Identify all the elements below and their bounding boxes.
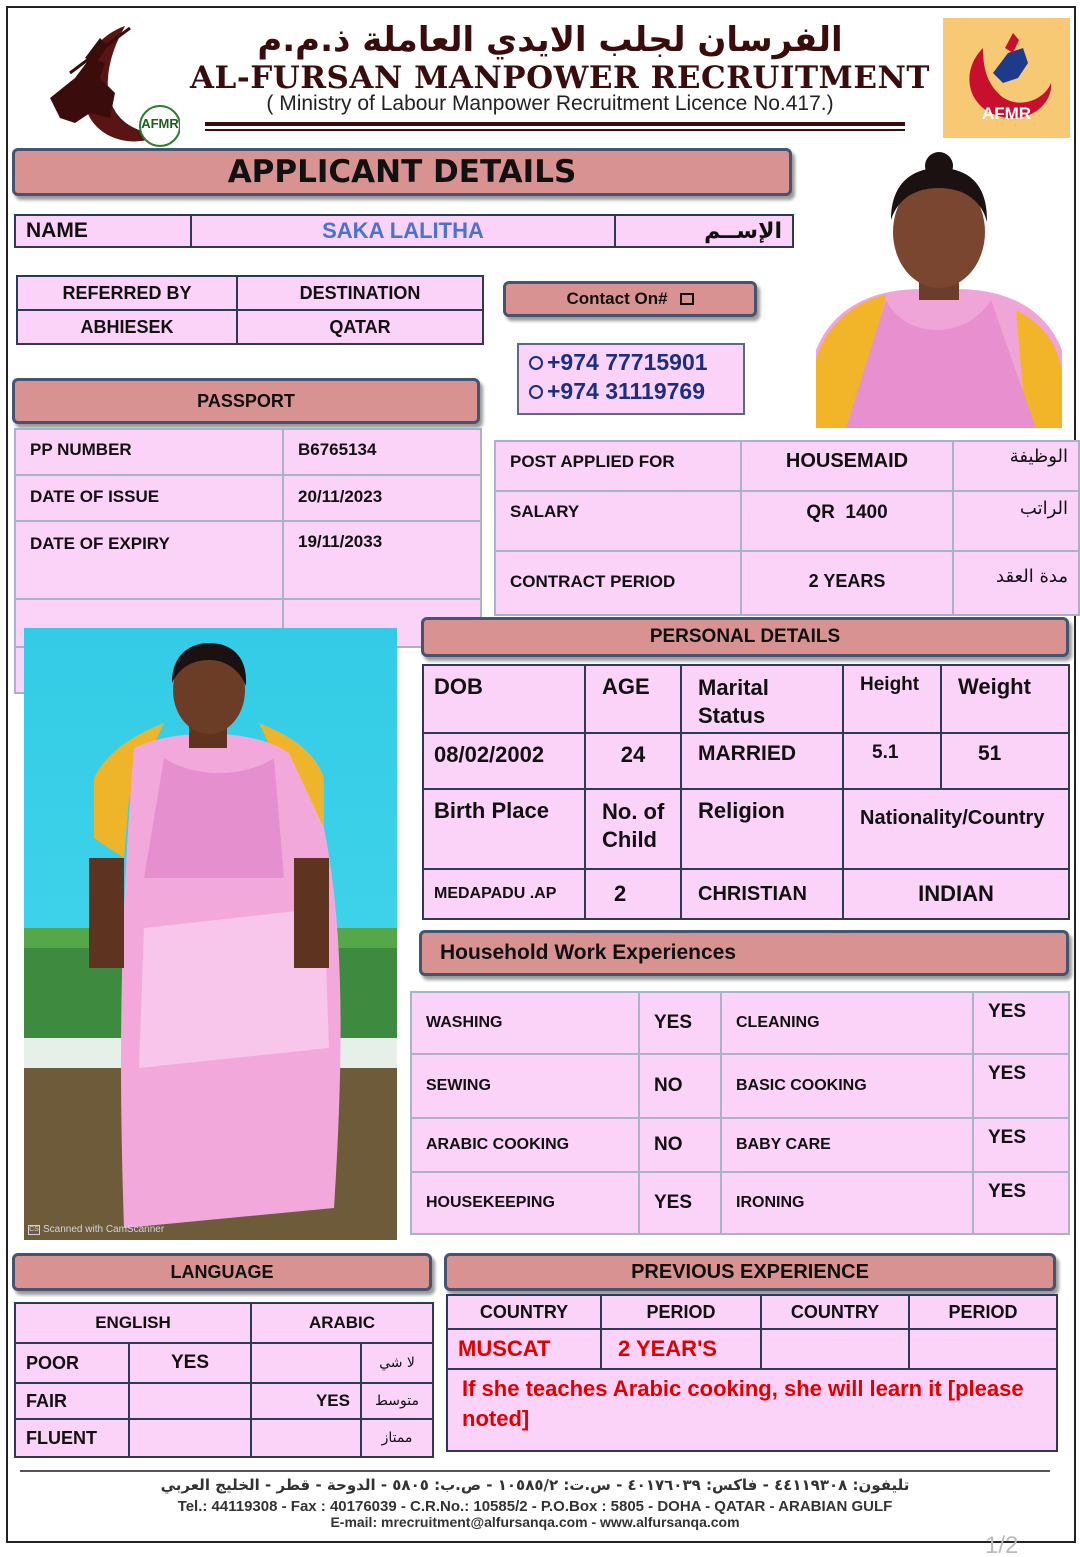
name-arabic-label: الإســم bbox=[615, 215, 793, 247]
marital-status-header: Marital Status bbox=[681, 665, 843, 733]
company-english-name: AL-FURSAN MANPOWER RECRUITMENT bbox=[190, 60, 930, 96]
company-arabic-name: الفرسان لجلب الايدي العاملة ذ.م.م bbox=[257, 20, 843, 60]
personal-details-header bbox=[421, 617, 1069, 657]
salary-label: SALARY bbox=[494, 490, 742, 552]
skill-answer: YES bbox=[972, 1171, 1070, 1235]
personal-details-table bbox=[422, 664, 1070, 790]
name-label: NAME bbox=[15, 215, 191, 247]
contract-period-value: 2 YEARS bbox=[740, 550, 954, 616]
language-table bbox=[14, 1302, 434, 1458]
skill-label: HOUSEKEEPING bbox=[410, 1171, 640, 1235]
skill-answer: YES bbox=[638, 1171, 722, 1235]
page-number: 1/2 bbox=[985, 1532, 1019, 1557]
contact-label: Contact On# bbox=[566, 289, 668, 308]
skill-answer: YES bbox=[972, 1117, 1070, 1173]
skill-label: IRONING bbox=[720, 1171, 974, 1235]
skill-label: ARABIC COOKING bbox=[410, 1117, 640, 1173]
applicant-portrait-photo bbox=[816, 150, 1062, 428]
birth-place-header: Birth Place bbox=[423, 789, 585, 869]
dob-value: 08/02/2002 bbox=[423, 733, 585, 789]
company-logo-left bbox=[30, 18, 180, 148]
skill-answer: NO bbox=[638, 1053, 722, 1119]
passport-header bbox=[12, 378, 480, 424]
prev-experience-note: If she teaches Arabic cooking, she will learn it [please noted] bbox=[447, 1369, 1057, 1451]
referred-by-value: ABHIESEK bbox=[17, 310, 237, 344]
camscanner-icon: CS bbox=[29, 1225, 39, 1233]
header-divider bbox=[205, 122, 905, 126]
previous-experience-title: PREVIOUS EXPERIENCE bbox=[631, 1260, 869, 1283]
weight-header: Weight bbox=[941, 665, 1069, 733]
contract-period-label: CONTRACT PERIOD bbox=[494, 550, 742, 616]
nationality-header: Nationality/Country bbox=[843, 789, 1069, 869]
watermark-text: Scanned with CamScanner bbox=[43, 1224, 165, 1235]
household-header bbox=[419, 930, 1069, 976]
phone-number-2: +974 31119769 bbox=[547, 378, 705, 404]
arabic-level-fair: متوسط bbox=[361, 1383, 433, 1419]
passport-title: PASSPORT bbox=[197, 390, 295, 411]
english-fair bbox=[129, 1383, 251, 1419]
phone-circle-icon bbox=[529, 356, 543, 370]
prev-country-value-2 bbox=[761, 1329, 909, 1369]
marital-status-value: MARRIED bbox=[681, 733, 843, 789]
prev-country-header: COUNTRY bbox=[447, 1295, 601, 1329]
arabic-level-poor: لا شي bbox=[361, 1343, 433, 1383]
date-of-issue-value: 20/11/2023 bbox=[282, 474, 482, 522]
height-header: Height bbox=[843, 665, 941, 733]
personal-details-table-2 bbox=[422, 788, 1070, 920]
arabic-level-fluent: ممتاز bbox=[361, 1419, 433, 1457]
pp-number-label: PP NUMBER bbox=[14, 428, 284, 476]
contact-header bbox=[503, 281, 757, 317]
arabic-fluent bbox=[251, 1419, 361, 1457]
english-fluent bbox=[129, 1419, 251, 1457]
weight-value: 51 bbox=[941, 733, 1069, 789]
level-fair: FAIR bbox=[15, 1383, 129, 1419]
header-divider-thin bbox=[205, 129, 905, 131]
referral-table bbox=[16, 275, 484, 345]
arabic-column-header: ARABIC bbox=[251, 1303, 433, 1343]
arabic-fair: YES bbox=[251, 1383, 361, 1419]
nationality-value: INDIAN bbox=[843, 869, 1069, 919]
household-table bbox=[410, 991, 1070, 1235]
salary-arabic: الراتب bbox=[952, 490, 1080, 552]
logo-badge-text: AFMR bbox=[141, 116, 179, 131]
level-fluent: FLUENT bbox=[15, 1419, 129, 1457]
page-title-text: APPLICANT DETAILS bbox=[227, 154, 577, 190]
phone-circle-icon bbox=[529, 385, 543, 399]
height-value: 5.1 bbox=[843, 733, 941, 789]
skill-answer: YES bbox=[972, 991, 1070, 1055]
salary-value: QR 1400 bbox=[740, 490, 954, 552]
skill-label: CLEANING bbox=[720, 991, 974, 1055]
arabic-poor bbox=[251, 1343, 361, 1383]
age-value: 24 bbox=[585, 733, 681, 789]
applicant-name: SAKA LALITHA bbox=[191, 215, 615, 247]
contact-phones bbox=[517, 343, 745, 415]
pp-number-value: B6765134 bbox=[282, 428, 482, 476]
date-of-expiry-value: 19/11/2033 bbox=[282, 520, 482, 600]
age-header: AGE bbox=[585, 665, 681, 733]
logo-right-text: AFMR bbox=[981, 104, 1032, 123]
english-poor: YES bbox=[129, 1343, 251, 1383]
previous-experience-header bbox=[444, 1253, 1056, 1291]
skill-answer: NO bbox=[638, 1117, 722, 1173]
page-title bbox=[12, 148, 792, 196]
footer-email: E-mail: mrecruitment@alfursanqa.com - www.alfursanqa.com bbox=[330, 1514, 740, 1530]
applicant-full-photo bbox=[24, 628, 397, 1240]
phone-number-1: +974 77715901 bbox=[547, 349, 708, 375]
language-title: LANGUAGE bbox=[170, 1261, 274, 1282]
job-table bbox=[494, 440, 1080, 616]
destination-value: QATAR bbox=[237, 310, 483, 344]
footer-arabic: تليفون: ٤٤١١٩٣٠٨ - فاكس: ٤٠١٧٦٠٣٩ - س.ت: ١٠٥٨٥/٢ - ص.ب: ٥٨٠٥ - الدوحة - قطر - الخليج العربي bbox=[160, 1476, 910, 1494]
birth-place-value: MEDAPADU .AP bbox=[423, 869, 585, 919]
post-applied-arabic: الوظيفة bbox=[952, 440, 1080, 492]
destination-label: DESTINATION bbox=[237, 276, 483, 310]
footer-divider bbox=[20, 1470, 1050, 1472]
prev-country-header-2: COUNTRY bbox=[761, 1295, 909, 1329]
no-of-child-value: 2 bbox=[585, 869, 681, 919]
contract-period-arabic: مدة العقد bbox=[952, 550, 1080, 616]
skill-answer: YES bbox=[638, 991, 722, 1055]
contact-card-icon bbox=[680, 293, 694, 305]
scanner-watermark bbox=[28, 1224, 164, 1235]
prev-period-value-2 bbox=[909, 1329, 1057, 1369]
skill-answer: YES bbox=[972, 1053, 1070, 1119]
skill-label: SEWING bbox=[410, 1053, 640, 1119]
level-poor: POOR bbox=[15, 1343, 129, 1383]
company-logo-right bbox=[943, 18, 1070, 138]
dob-header: DOB bbox=[423, 665, 585, 733]
skill-label: BABY CARE bbox=[720, 1117, 974, 1173]
date-of-expiry-label: DATE OF EXPIRY bbox=[14, 520, 284, 600]
household-title: Household Work Experiences bbox=[440, 941, 737, 964]
prev-period-header-2: PERIOD bbox=[909, 1295, 1057, 1329]
skill-label: BASIC COOKING bbox=[720, 1053, 974, 1119]
no-of-child-header: No. of Child bbox=[585, 789, 681, 869]
language-header bbox=[12, 1253, 432, 1291]
prev-period-value: 2 YEAR'S bbox=[601, 1329, 761, 1369]
religion-value: CHRISTIAN bbox=[681, 869, 843, 919]
name-table bbox=[14, 214, 794, 248]
previous-experience-table bbox=[446, 1294, 1058, 1452]
religion-header: Religion bbox=[681, 789, 843, 869]
skill-label: WASHING bbox=[410, 991, 640, 1055]
post-applied-label: POST APPLIED FOR bbox=[494, 440, 742, 492]
footer-english: Tel.: 44119308 - Fax : 40176039 - C.R.No.: 10585/2 - P.O.Box : 5805 - DOHA - QATAR - ARABIAN GULF bbox=[177, 1498, 893, 1515]
prev-period-header: PERIOD bbox=[601, 1295, 761, 1329]
personal-details-title: PERSONAL DETAILS bbox=[649, 626, 841, 647]
english-column-header: ENGLISH bbox=[15, 1303, 251, 1343]
date-of-issue-label: DATE OF ISSUE bbox=[14, 474, 284, 522]
company-licence: ( Ministry of Labour Manpower Recruitment Licence No.417.) bbox=[266, 92, 834, 115]
post-applied-value: HOUSEMAID bbox=[740, 440, 954, 492]
referred-by-label: REFERRED BY bbox=[17, 276, 237, 310]
prev-country-value: MUSCAT bbox=[447, 1329, 601, 1369]
